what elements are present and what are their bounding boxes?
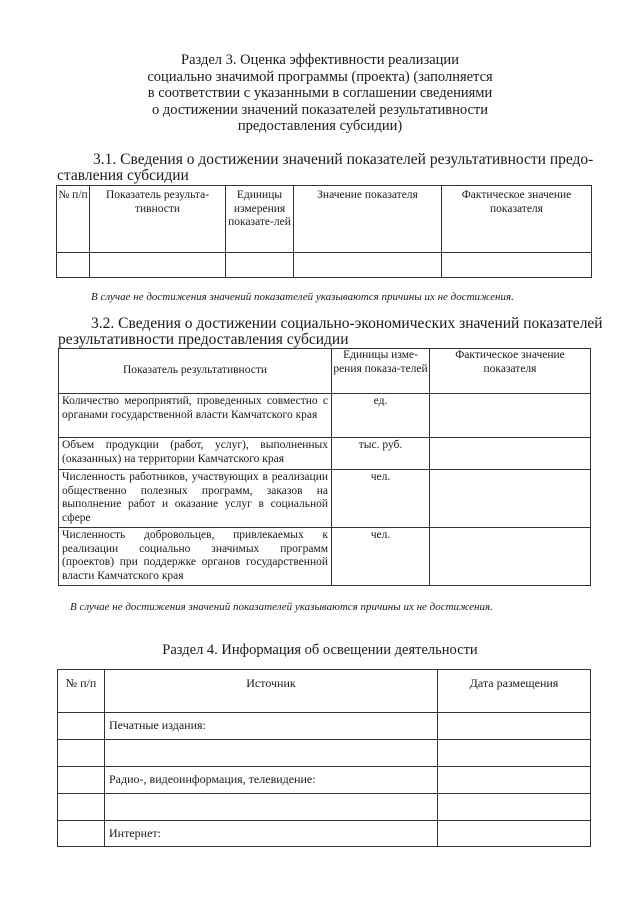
- note-31: В случае не достижения значений показателей указываются причины их не достижения.: [91, 291, 514, 303]
- indicator-label: Количество мероприятий, проведенных совместно с органами государственной власти Камчатского края: [59, 394, 332, 438]
- unit-cell: ед.: [332, 394, 430, 438]
- subsection31-title-line1: 3.1. Сведения о достижении значений показателей результативности предо-: [93, 151, 594, 168]
- table-row: [58, 821, 591, 847]
- number-cell[interactable]: [58, 713, 105, 740]
- unit-cell: тыс. руб.: [332, 438, 430, 470]
- table-row: [59, 470, 591, 528]
- unit-cell: чел.: [332, 470, 430, 528]
- actual-value-cell[interactable]: [430, 438, 591, 470]
- date-cell[interactable]: [438, 740, 591, 767]
- header-cell-date: Дата размещения: [438, 670, 591, 713]
- table-row: [58, 794, 591, 821]
- date-cell[interactable]: [438, 767, 591, 794]
- subsection32-title-line1: 3.2. Сведения о достижении социально-экономических значений показателей: [91, 315, 603, 332]
- table-row: [59, 394, 591, 438]
- header-cell-units: Единицы измерения показате-лей: [226, 186, 294, 253]
- section3-title-line: в соответствии с указанными в соглашении сведениями: [147, 85, 493, 101]
- section3-title-line: Раздел 3. Оценка эффективности реализации: [181, 52, 459, 68]
- indicators-table-32: [58, 348, 591, 586]
- source-cell: Интернет:: [105, 821, 438, 847]
- media-coverage-table: [57, 669, 591, 847]
- note-32: В случае не достижения значений показателей указываются причины их не достижения.: [70, 601, 493, 613]
- header-cell-actual: Фактическое значение показателя: [442, 186, 592, 253]
- table-row: [57, 253, 592, 278]
- indicator-label: Объем продукции (работ, услуг), выполненных (оказанных) на территории Камчатского края: [59, 438, 332, 470]
- number-cell[interactable]: [58, 821, 105, 847]
- source-cell[interactable]: [105, 740, 438, 767]
- actual-value-cell[interactable]: [430, 528, 591, 586]
- section3-title-line: о достижении значений показателей результативности: [151, 101, 489, 118]
- header-cell-indicator: Показатель результа-тивности: [90, 186, 226, 253]
- table-cell[interactable]: [90, 253, 226, 278]
- table-cell[interactable]: [442, 253, 592, 278]
- header-cell-source: Источник: [105, 670, 438, 713]
- header-cell-number: № п/п: [57, 186, 90, 253]
- number-cell[interactable]: [58, 767, 105, 794]
- section3-title-line: предоставления субсидии): [237, 118, 403, 134]
- source-cell: Печатные издания:: [105, 713, 438, 740]
- date-cell[interactable]: [438, 821, 591, 847]
- header-cell-units: Единицы изме-рения показа-телей: [332, 349, 430, 394]
- table-header-row: [57, 186, 592, 253]
- table-cell[interactable]: [57, 253, 90, 278]
- date-cell[interactable]: [438, 794, 591, 821]
- subsection31-title-line2: ставления субсидии: [57, 167, 189, 184]
- source-cell[interactable]: [105, 794, 438, 821]
- unit-cell: чел.: [332, 528, 430, 586]
- number-cell[interactable]: [58, 794, 105, 821]
- table-row: [58, 767, 591, 794]
- section4-title: Раздел 4. Информация об освещении деятельности: [162, 642, 478, 658]
- indicators-table-31: [56, 185, 592, 278]
- source-cell: Радио-, видеоинформация, телевидение:: [105, 767, 438, 794]
- indicator-label: Численность работников, участвующих в реализации общественно полезных программ, заказов на выполнение работ и оказание услуг в социальной сфере: [59, 470, 332, 528]
- indicator-label: Численность добровольцев, привлекаемых к реализации социально значимых программ (проектов) при поддержке органов государственной власти Камчатского края: [59, 528, 332, 586]
- header-cell-number: № п/п: [58, 670, 105, 713]
- header-cell-value: Значение показателя: [294, 186, 442, 253]
- header-cell-actual: Фактическое значение показателя: [430, 349, 591, 394]
- section3-title: [60, 52, 580, 135]
- table-row: [58, 740, 591, 767]
- subsection32-title-line2: результативности предоставления субсидии: [58, 331, 349, 348]
- table-row: [59, 528, 591, 586]
- header-cell-indicator: Показатель результативности: [59, 349, 332, 394]
- section3-title-line: социально значимой программы (проекта) (заполняется: [147, 68, 493, 85]
- number-cell[interactable]: [58, 740, 105, 767]
- table-header-row: [58, 670, 591, 713]
- actual-value-cell[interactable]: [430, 470, 591, 528]
- date-cell[interactable]: [438, 713, 591, 740]
- table-cell[interactable]: [294, 253, 442, 278]
- table-cell[interactable]: [226, 253, 294, 278]
- table-header-row: [59, 349, 591, 394]
- table-row: [58, 713, 591, 740]
- table-row: [59, 438, 591, 470]
- actual-value-cell[interactable]: [430, 394, 591, 438]
